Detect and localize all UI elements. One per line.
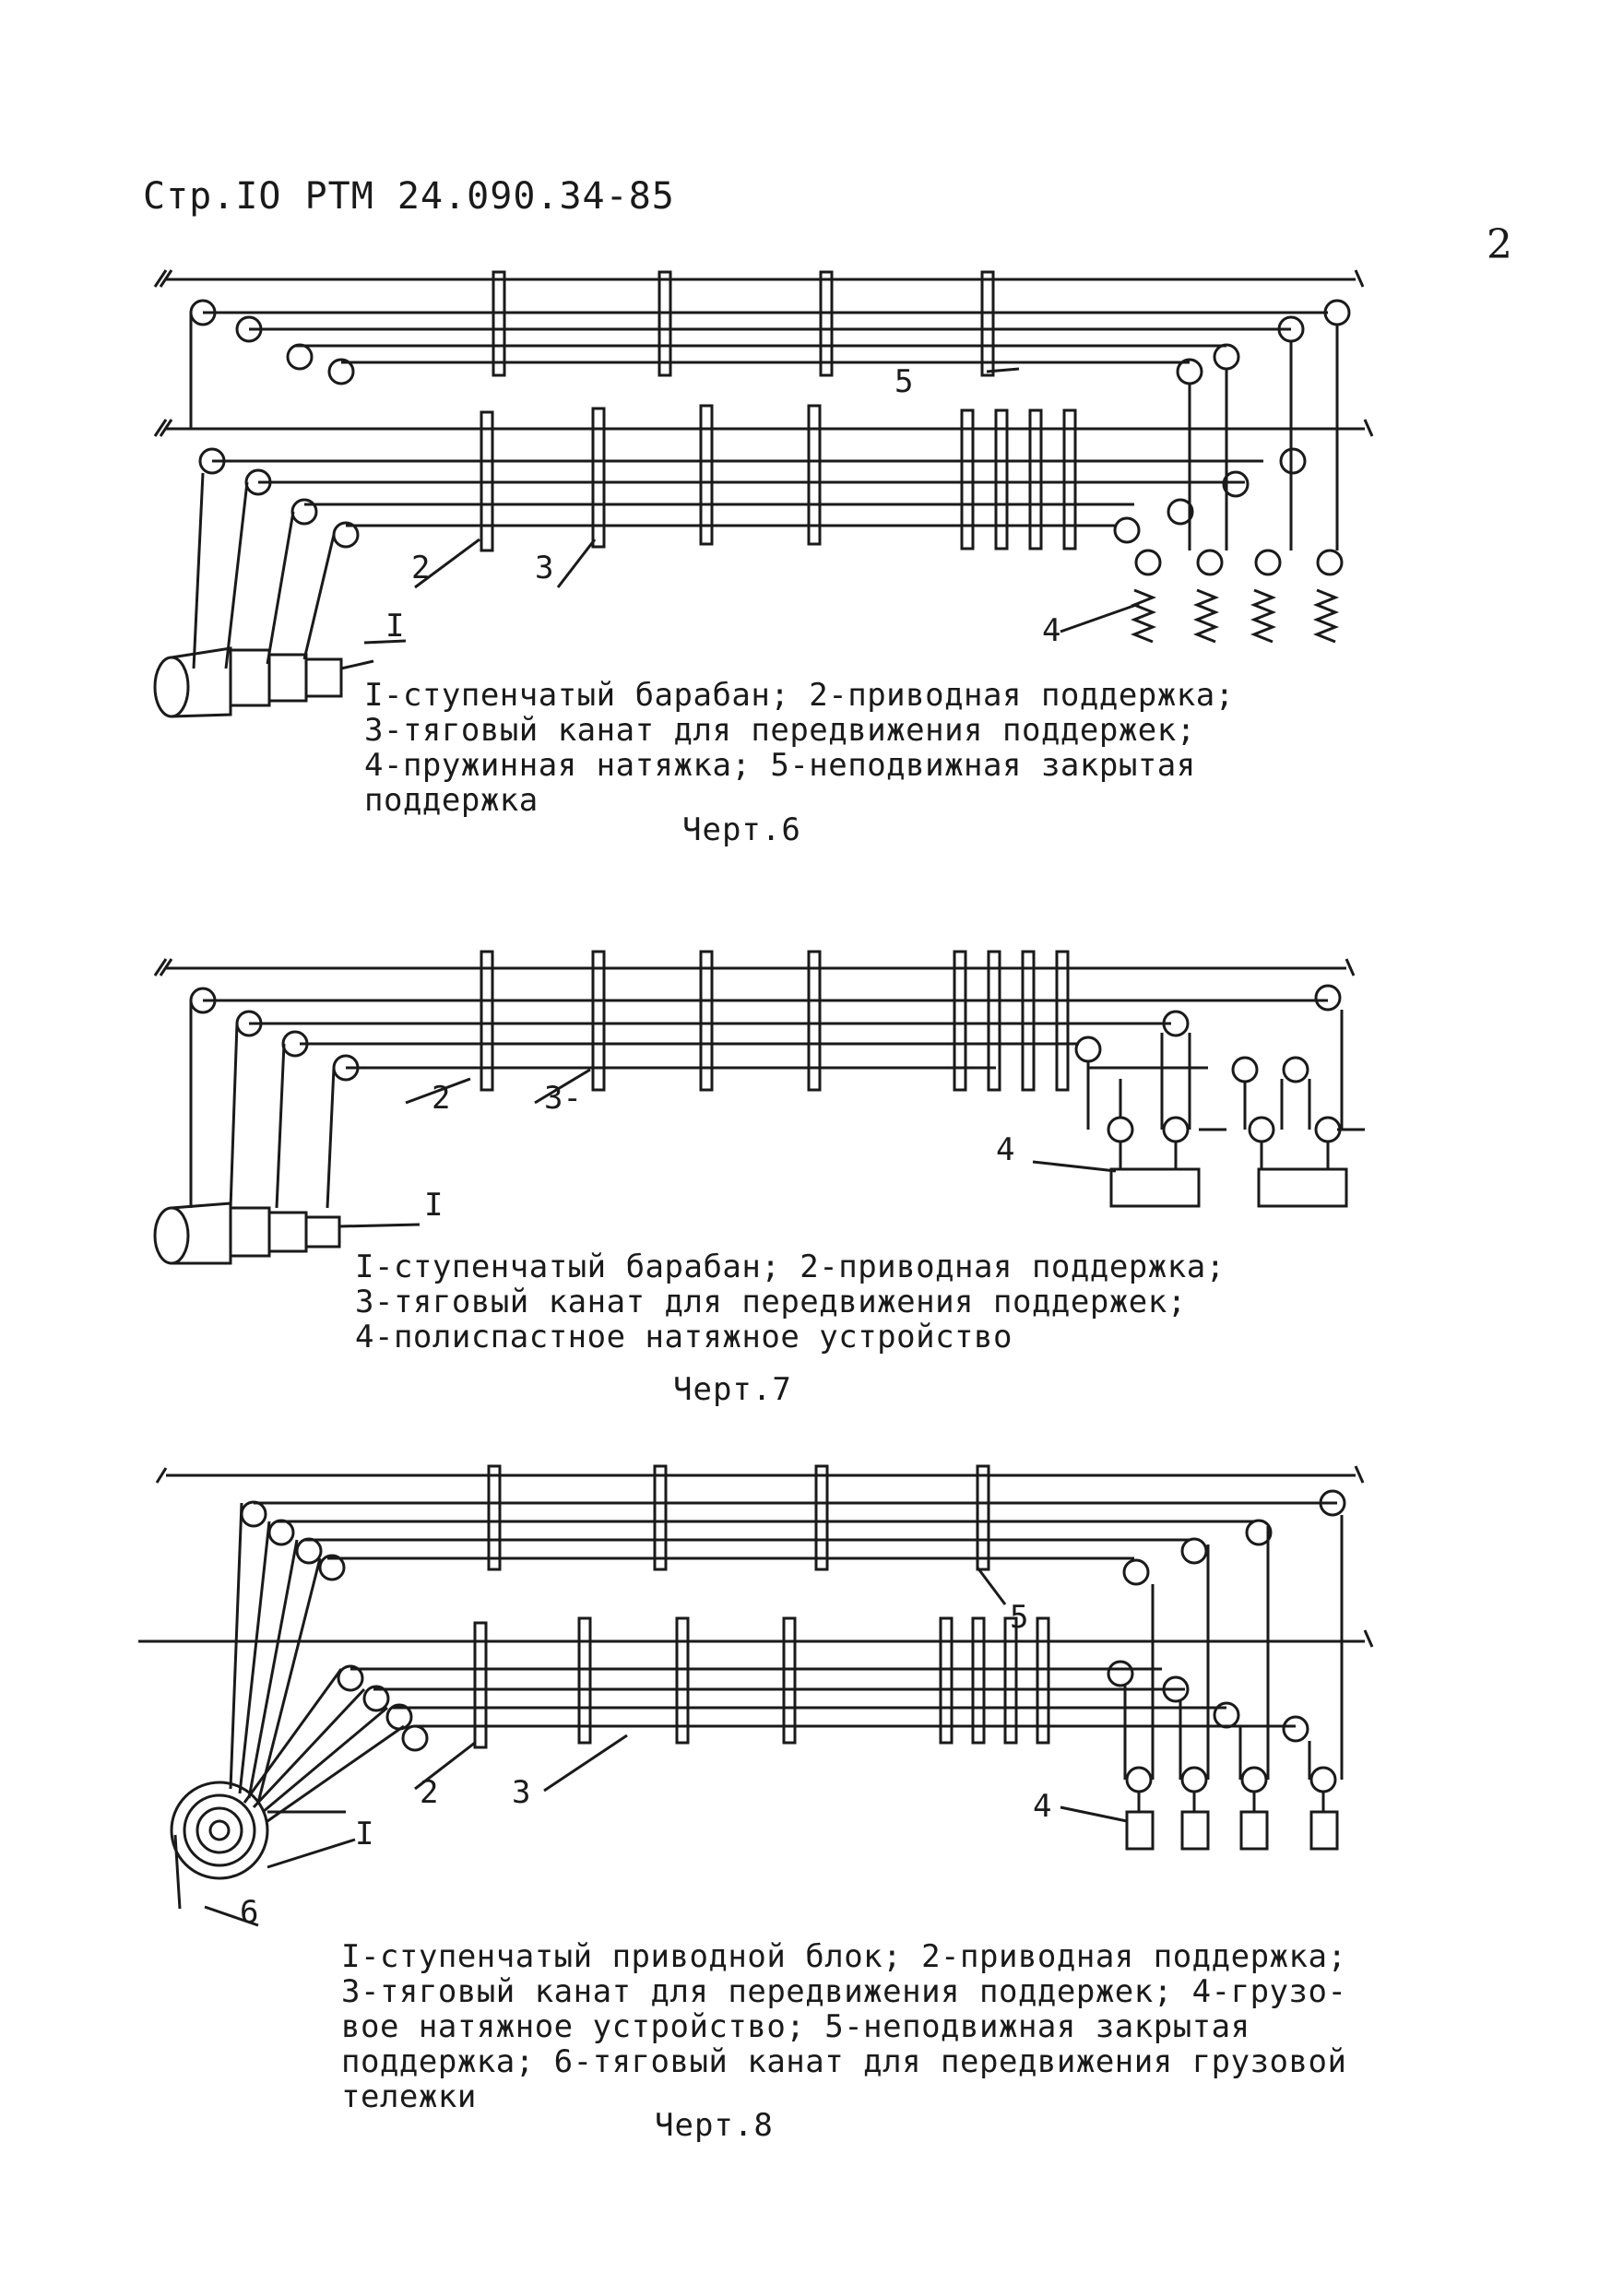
fig6-label-5: 5 — [894, 363, 914, 400]
fig8-label-6: 6 — [240, 1894, 259, 1927]
page-header: Стр.IO РТМ 24.090.34-85 — [143, 175, 675, 218]
figure-7-diagram — [138, 931, 1392, 1282]
fig7-label-4: 4 — [996, 1131, 1015, 1168]
fig6-label-3: 3 — [535, 550, 554, 586]
fig8-label-5: 5 — [1010, 1599, 1029, 1636]
figure-7-caption: I-ступенчатый барабан; 2-приводная поддержка; 3-тяговый канат для передвижения поддержек; 4-полиспастное натяжное устройство — [355, 1249, 1226, 1355]
handwritten-page-number: 2 — [1487, 221, 1512, 268]
fig7-label-2: 2 — [432, 1080, 451, 1117]
figure-6-caption: I-ступенчатый барабан; 2-приводная поддержка; 3-тяговый канат для передвижения поддержек; 4-пружинная натяжка; 5-неподвижная закрытая поддержка — [364, 677, 1235, 819]
fig7-label-1: I — [424, 1187, 444, 1224]
fig8-label-1: I — [355, 1816, 374, 1852]
fig8-label-3: 3 — [512, 1774, 531, 1811]
figure-8-title: Черт.8 — [655, 2107, 774, 2144]
figure-8-caption: I-ступенчатый приводной блок; 2-приводная поддержка; 3-тяговый канат для передвижения поддержек; 4-грузо- вое натяжное устройство; 5-неподвижная закрытая поддержка; 6-тяговый канат для передвижения грузовой тележки — [341, 1938, 1347, 2115]
figure-7-title: Черт.7 — [673, 1371, 792, 1408]
fig6-label-4: 4 — [1042, 612, 1061, 649]
figure-6-title: Черт.6 — [682, 811, 801, 848]
fig7-label-3: 3- — [544, 1080, 582, 1117]
figure-6-diagram — [138, 263, 1392, 742]
figure-8-diagram — [138, 1448, 1392, 1927]
fig8-label-2: 2 — [420, 1774, 439, 1811]
fig6-label-2: 2 — [411, 550, 431, 586]
fig8-label-4: 4 — [1033, 1788, 1052, 1825]
fig6-label-1: I — [385, 608, 405, 645]
